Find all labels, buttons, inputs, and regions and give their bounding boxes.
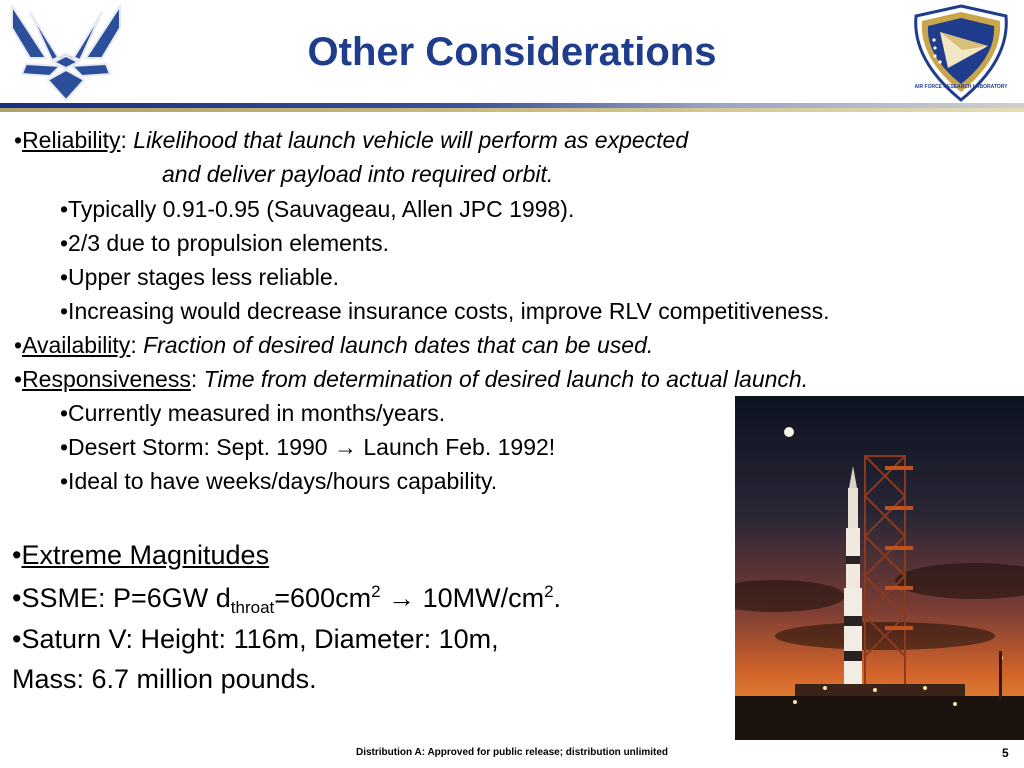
slide-title: Other Considerations [307,30,717,74]
afrl-seal-icon [908,2,1014,104]
responsiveness-term: Responsiveness [22,366,191,392]
responsiveness-definition: Time from determination of desired launch to actual launch. [203,366,809,392]
seal-text: AIR FORCE RESEARCH LABORATORY [914,84,1008,90]
availability-bullet: •Availability: Fraction of desired launch dates that can be used. [14,332,654,358]
reliability-bullet: •Reliability: Likelihood that launch vehicle will perform as expected [14,127,689,153]
saturn-line-2: Mass: 6.7 million pounds. [12,664,317,694]
responsiveness-sub-1: •Currently measured in months/years. [60,400,446,426]
responsiveness-sub-3: •Ideal to have weeks/days/hours capability. [60,468,498,494]
availability-term: Availability [22,332,131,358]
ssme-line: •SSME: P=6GW $d_{throat}=600cm^2 \to 10MW/cm^2$. [12,582,562,617]
reliability-sub-4: •Increasing would decrease insurance costs, improve RLV competitiveness. [60,298,830,324]
reliability-sub-1: •Typically 0.91-0.95 (Sauvageau, Allen JPC 1998). [60,196,575,222]
page-number: 5 [1002,746,1009,760]
availability-definition: Fraction of desired launch dates that can be used. [143,332,654,358]
saturn-v-launch-pad-photo [735,396,1024,740]
responsiveness-bullet: •Responsiveness: Time from determination of desired launch to actual launch. [14,366,809,392]
reliability-term: Reliability [22,127,121,153]
arrow-right-icon: → [333,434,357,460]
responsiveness-sub-2: •Desert Storm: Sept. 1990 → Launch Feb. 1992! [60,434,556,460]
reliability-definition-2: and deliver payload into required orbit. [162,161,554,187]
reliability-sub-2: •2/3 due to propulsion elements. [60,230,389,256]
extreme-magnitudes-heading: •Extreme Magnitudes [12,540,270,570]
reliability-definition-1: Likelihood that launch vehicle will perform as expected [133,127,689,153]
header-rule-gold [0,108,1024,112]
distribution-footer: Distribution A: Approved for public release; distribution unlimited [355,747,669,758]
saturn-line-1: •Saturn V: Height: 116m, Diameter: 10m, [12,624,499,654]
arrow-right-icon: → [388,583,416,613]
reliability-sub-3: •Upper stages less reliable. [60,264,340,290]
